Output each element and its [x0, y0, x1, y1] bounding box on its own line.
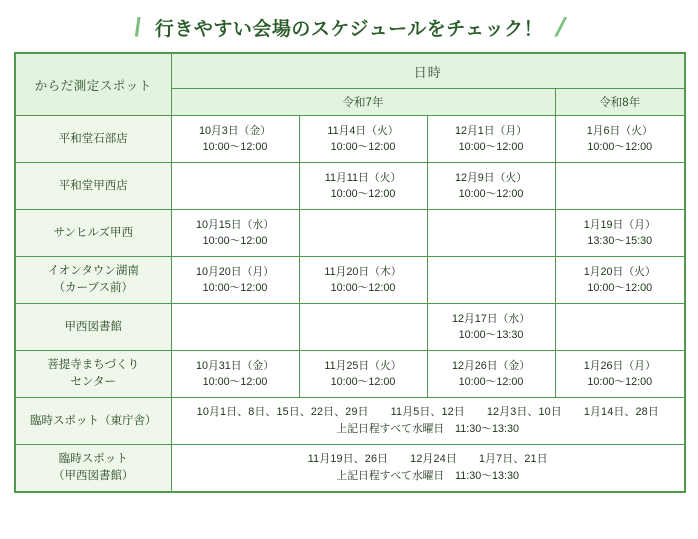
- header-date-label: 日時: [171, 53, 685, 89]
- schedule-time: 10:00〜12:00: [330, 188, 396, 200]
- schedule-date: 10月20日（月）: [195, 265, 274, 278]
- schedule-table: [14, 52, 686, 493]
- schedule-time: 10:00〜12:00: [587, 282, 653, 294]
- spot-name: サンヒルズ甲西: [15, 210, 171, 257]
- schedule-cell-empty: [171, 304, 299, 351]
- schedule-time: 10:00〜12:00: [458, 141, 524, 153]
- schedule-date: 10月31日（金）: [195, 359, 274, 372]
- spot-name-line1: 臨時スポット: [58, 453, 128, 466]
- schedule-date: 1月26日（月）: [583, 359, 656, 372]
- table-row: [15, 304, 685, 351]
- table-row: [15, 257, 685, 304]
- header-year-reiwa8: 令和8年: [555, 89, 685, 116]
- schedule-date: 10月15日（水）: [195, 218, 274, 231]
- schedule-cell: [427, 304, 555, 351]
- schedule-time: 10:00〜12:00: [202, 376, 268, 388]
- schedule-date: 12月9日（火）: [455, 171, 527, 184]
- page-heading: [0, 8, 698, 46]
- schedule-cell: [555, 257, 685, 304]
- schedule-cell: [299, 163, 427, 210]
- schedule-time: 10:00〜12:00: [202, 235, 268, 247]
- schedule-date: 11月4日（火）: [327, 124, 399, 137]
- schedule-cell-empty: [299, 304, 427, 351]
- schedule-table-container: [14, 52, 684, 493]
- schedule-cell: [555, 210, 685, 257]
- schedule-cell-empty: [427, 257, 555, 304]
- schedule-cell: [299, 351, 427, 398]
- schedule-note: 上記日程すべて水曜日 11:30〜13:30: [336, 423, 520, 435]
- spot-name: 平和堂石部店: [15, 116, 171, 163]
- schedule-cell-wide: [171, 445, 685, 493]
- schedule-time: 10:00〜12:00: [587, 376, 653, 388]
- heading-slash-left-icon: \: [128, 12, 146, 42]
- spot-name-line1: イオンタウン湖南: [47, 265, 139, 278]
- schedule-dates: 10月1日、8日、15日、22日、29日 11月5日、12日 12月3日、10日 1月14日、28日: [196, 405, 659, 418]
- spot-name-line1: 菩提寺まちづくり: [47, 359, 140, 372]
- schedule-cell: [427, 351, 555, 398]
- schedule-cell: [171, 116, 299, 163]
- table-row: [15, 210, 685, 257]
- schedule-date: 11月11日（火）: [324, 171, 402, 184]
- schedule-date: 11月25日（火）: [324, 359, 402, 372]
- spot-name-line2: センター: [70, 376, 117, 388]
- spot-name: 平和堂甲西店: [15, 163, 171, 210]
- schedule-date: 10月3日（金）: [199, 124, 271, 137]
- spot-name-line2: （甲西図書館）: [53, 470, 134, 482]
- spot-name: 甲西図書館: [15, 304, 171, 351]
- schedule-cell-empty: [299, 210, 427, 257]
- schedule-date: 1月20日（火）: [583, 265, 656, 278]
- table-row: [15, 116, 685, 163]
- schedule-cell: [427, 116, 555, 163]
- spot-name: [15, 351, 171, 398]
- spot-name: [15, 257, 171, 304]
- schedule-time: 10:00〜12:00: [202, 141, 268, 153]
- heading-slash-right-icon: /: [552, 12, 570, 42]
- schedule-date: 1月6日（火）: [586, 124, 653, 137]
- header-spot-label: からだ測定スポット: [15, 53, 171, 116]
- table-header-row-1: [15, 53, 685, 89]
- spot-name: [15, 445, 171, 493]
- schedule-time: 10:00〜12:00: [202, 282, 268, 294]
- schedule-time: 10:00〜12:00: [458, 188, 524, 200]
- schedule-date: 12月17日（水）: [451, 312, 530, 325]
- schedule-time: 10:00〜12:00: [330, 282, 396, 294]
- schedule-date: 1月19日（月）: [583, 218, 656, 231]
- schedule-cell: [171, 257, 299, 304]
- schedule-note: 上記日程すべて水曜日 11:30〜13:30: [336, 470, 520, 482]
- page-title: 行きやすい会場のスケジュールをチェック！: [154, 18, 544, 40]
- schedule-time: 13:30〜15:30: [587, 235, 653, 247]
- schedule-time: 10:00〜12:00: [587, 141, 653, 153]
- header-year-reiwa7: 令和7年: [171, 89, 555, 116]
- schedule-date: 12月26日（金）: [451, 359, 530, 372]
- schedule-dates: 11月19日、26日 12月24日 1月7日、21日: [307, 452, 548, 465]
- schedule-cell: [171, 351, 299, 398]
- schedule-cell-empty: [171, 163, 299, 210]
- schedule-time: 10:00〜12:00: [458, 376, 524, 388]
- table-row: [15, 398, 685, 445]
- schedule-cell-empty: [555, 163, 685, 210]
- schedule-cell: [171, 210, 299, 257]
- table-row: [15, 445, 685, 493]
- table-row: [15, 351, 685, 398]
- schedule-cell: [427, 163, 555, 210]
- spot-name: 臨時スポット（東庁舎）: [15, 398, 171, 445]
- schedule-cell: [299, 257, 427, 304]
- table-row: [15, 163, 685, 210]
- schedule-date: 12月1日（月）: [455, 124, 527, 137]
- spot-name-line2: （カーブス前）: [53, 282, 133, 294]
- schedule-cell: [299, 116, 427, 163]
- schedule-time: 10:00〜12:00: [330, 141, 396, 153]
- schedule-cell-wide: [171, 398, 685, 445]
- schedule-date: 11月20日（木）: [324, 265, 402, 278]
- schedule-cell-empty: [555, 304, 685, 351]
- schedule-cell: [555, 351, 685, 398]
- schedule-cell-empty: [427, 210, 555, 257]
- schedule-time: 10:00〜12:00: [330, 376, 396, 388]
- schedule-time: 10:00〜13:30: [458, 329, 524, 341]
- schedule-cell: [555, 116, 685, 163]
